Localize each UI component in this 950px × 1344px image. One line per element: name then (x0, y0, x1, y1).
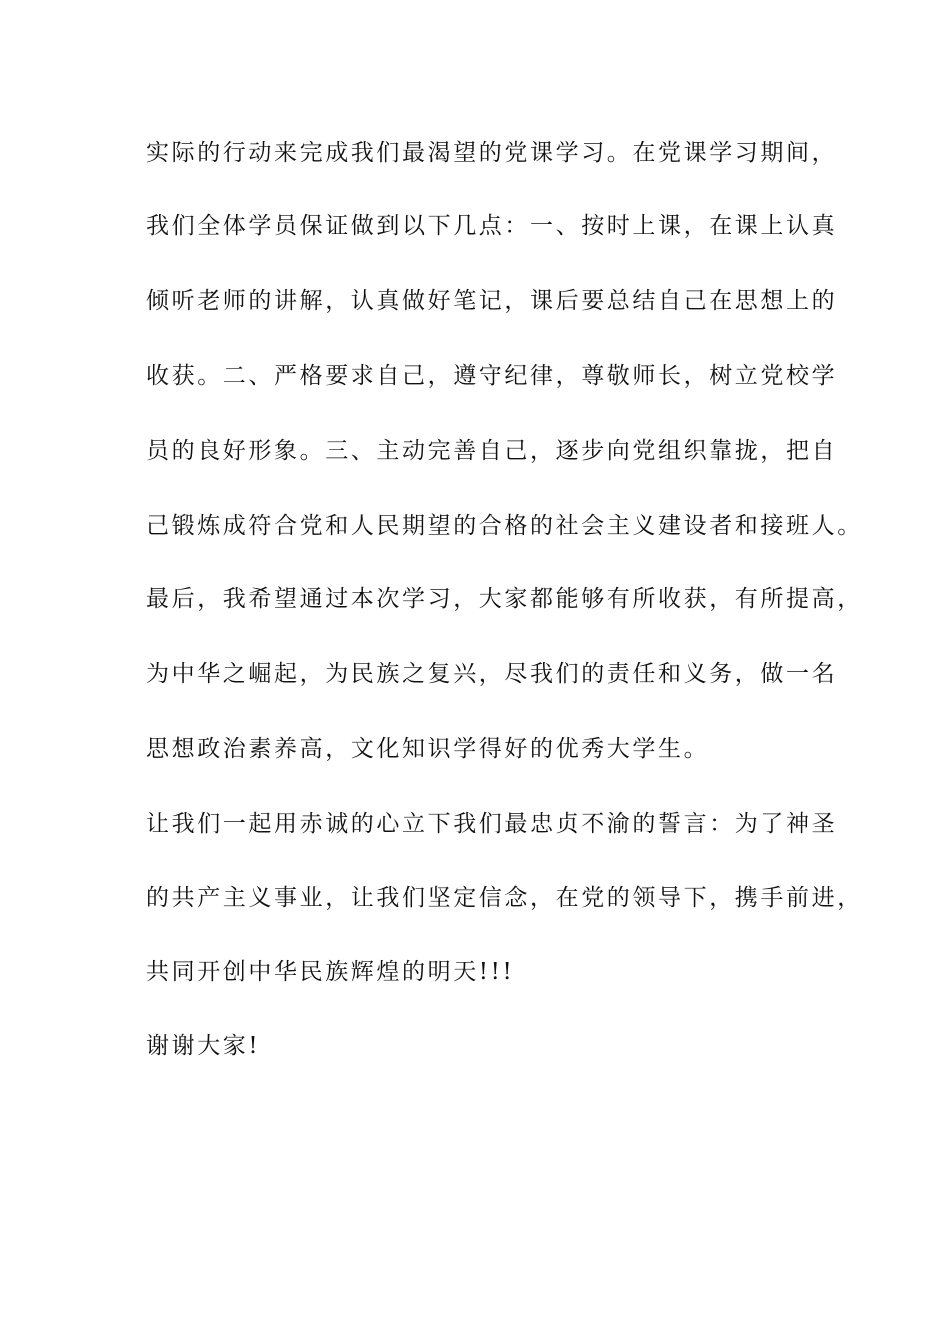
body-text-line: 员的良好形象。三、主动完善自己，逐步向党组织靠拢，把自 (146, 438, 838, 464)
body-text-line: 我们全体学员保证做到以下几点：一、按时上课，在课上认真 (146, 213, 838, 239)
body-text-line: 的共产主义事业，让我们坚定信念，在党的领导下，携手前进， (146, 885, 863, 911)
body-text-line: 己锻炼成符合党和人民期望的合格的社会主义建设者和接班人。 (146, 513, 863, 539)
body-text-line: 倾听老师的讲解，认真做好笔记，课后要总结自己在思想上的 (146, 288, 838, 314)
body-text-line: 思想政治素养高，文化知识学得好的优秀大学生。 (146, 736, 710, 762)
body-text-line: 最后，我希望通过本次学习，大家都能够有所收获，有所提高， (146, 586, 863, 612)
body-text-line: 收获。二、严格要求自己，遵守纪律，尊敬师长，树立党校学 (146, 363, 838, 389)
body-text-line: 为中华之崛起，为民族之复兴，尽我们的责任和义务，做一名 (146, 661, 838, 687)
body-text-line: 共同开创中华民族辉煌的明天!!! (146, 959, 515, 985)
body-text-line: 让我们一起用赤诚的心立下我们最忠贞不渝的誓言：为了神圣 (146, 811, 838, 837)
closing-line: 谢谢大家! (146, 1033, 261, 1059)
body-text-line: 实际的行动来完成我们最渴望的党课学习。在党课学习期间， (146, 140, 838, 166)
